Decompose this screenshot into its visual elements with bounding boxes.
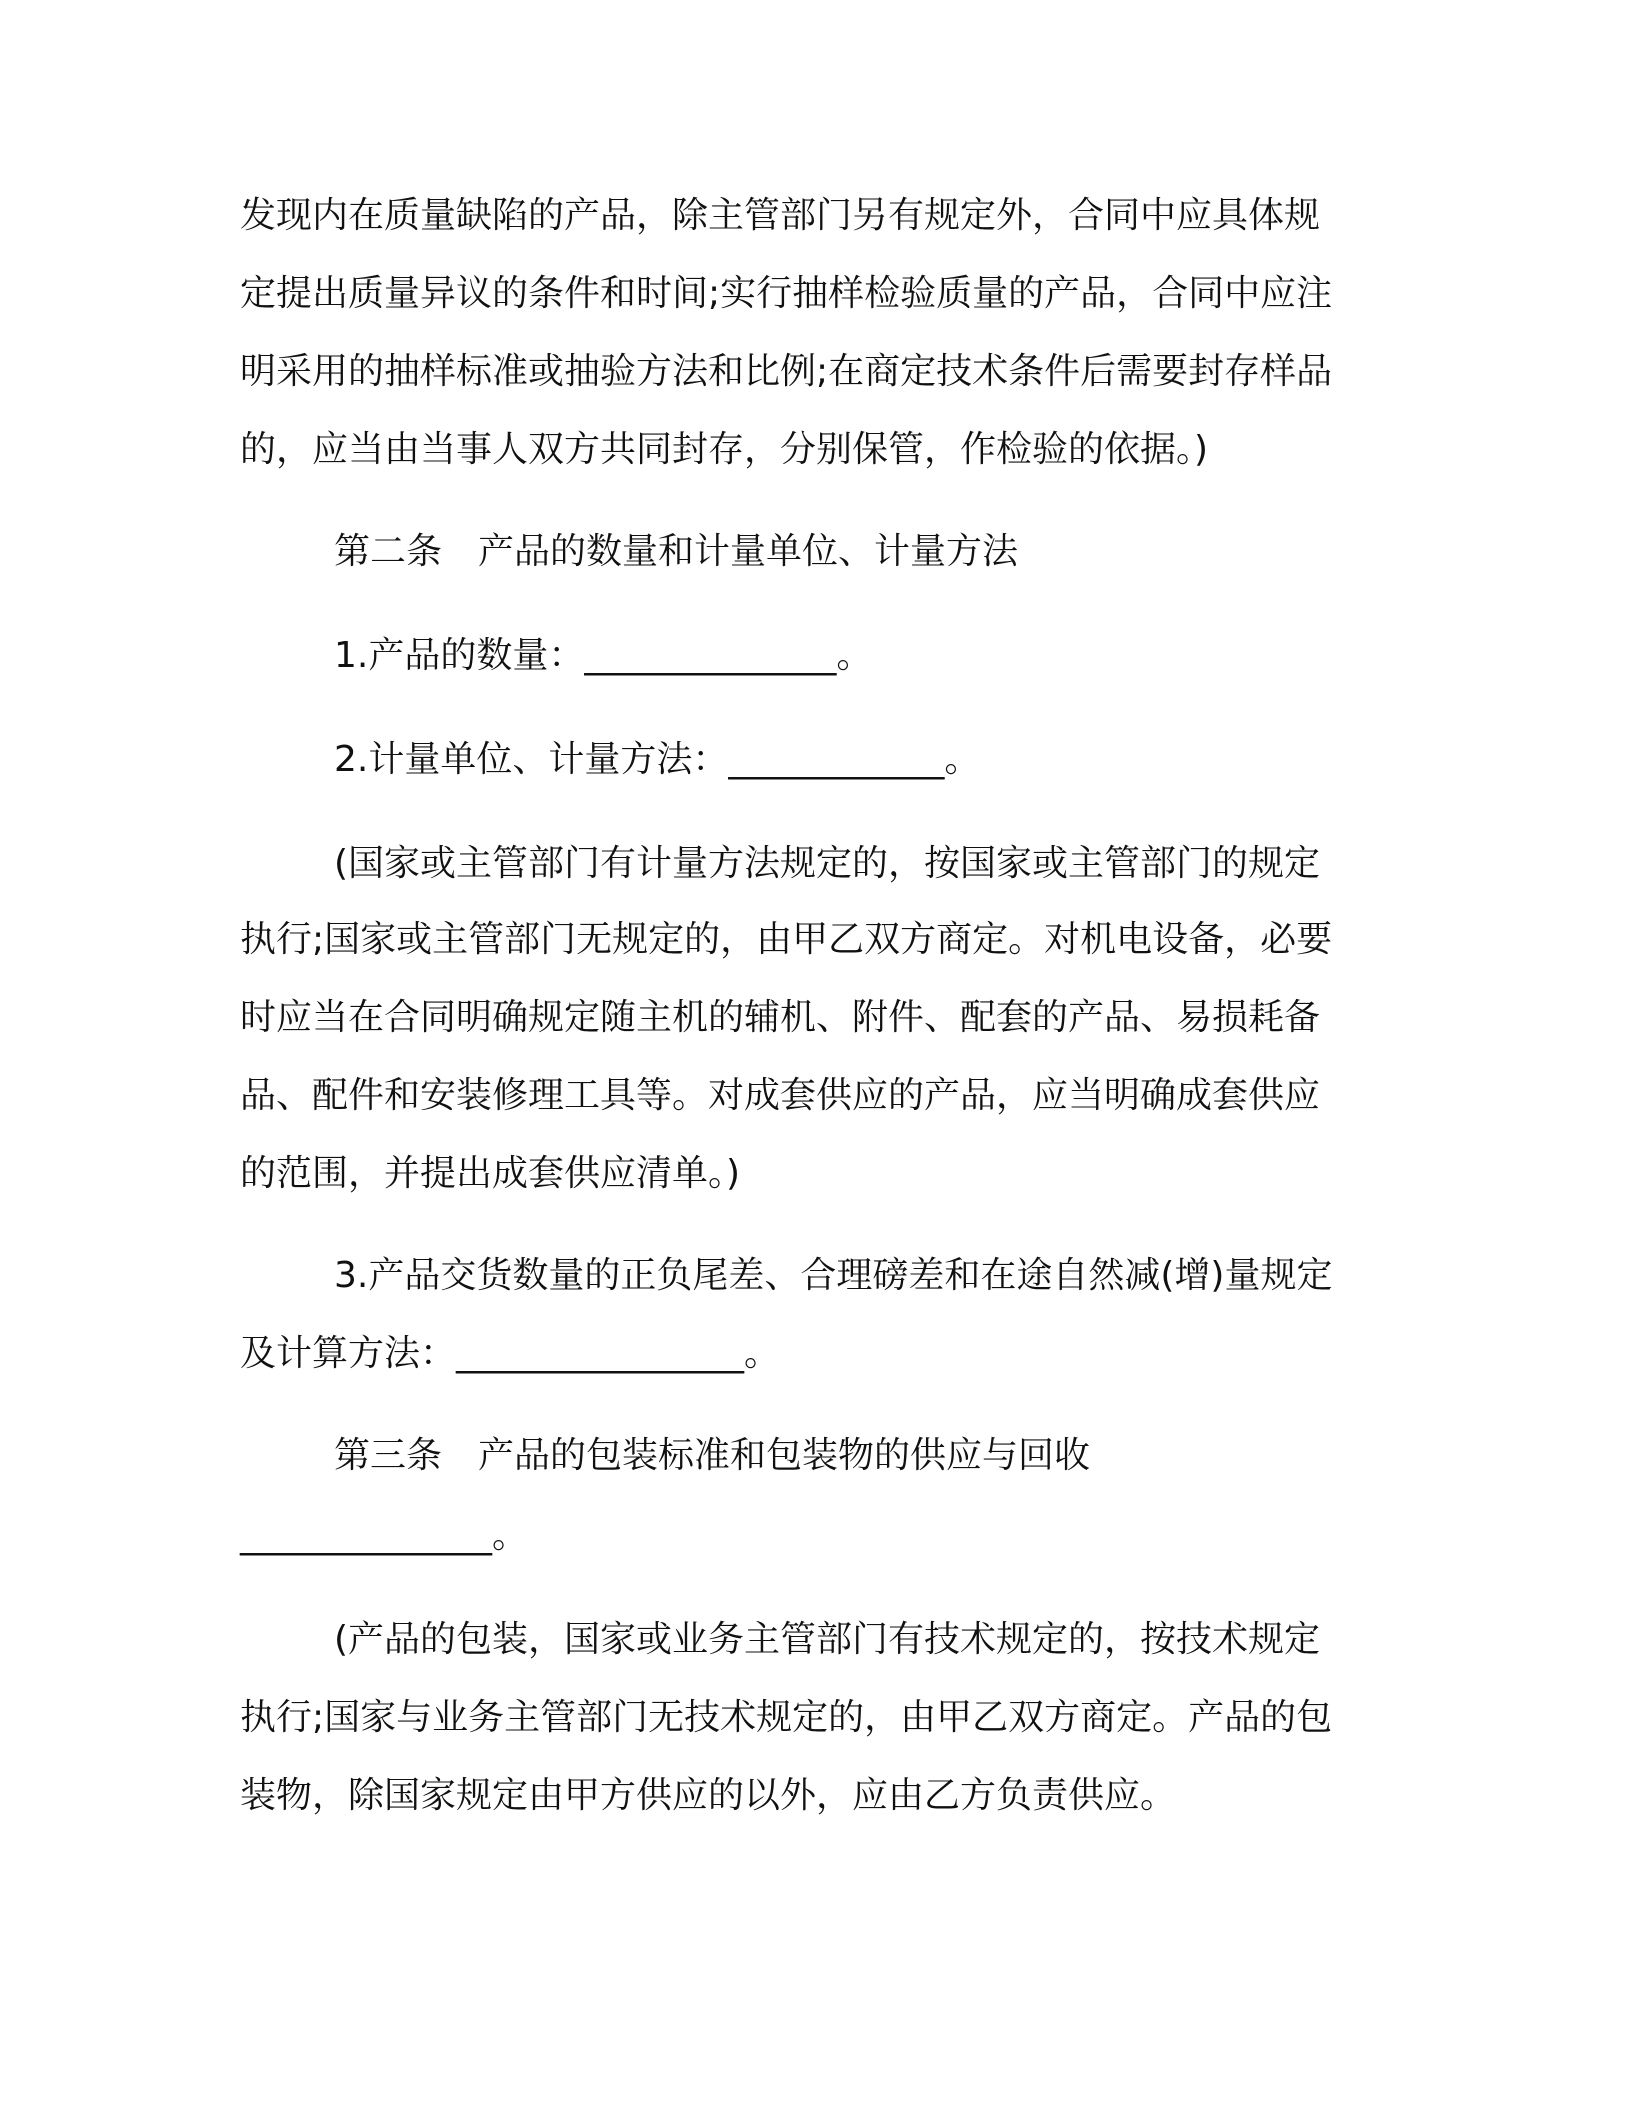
article-heading: 第三条 产品的包装标准和包装物的供应与回收 xyxy=(334,1435,1091,1476)
paragraph-line: 发现内在质量缺陷的产品，除主管部门另有规定外，合同中应具体规 xyxy=(240,195,1321,236)
numbered-item: 2.计量单位、计量方法：____________。 xyxy=(334,739,981,780)
numbered-item: 3.产品交货数量的正负尾差、合理磅差和在途自然减(增)量规定 xyxy=(334,1255,1333,1296)
paragraph-line: 明采用的抽样标准或抽验方法和比例;在商定技术条件后需要封存样品 xyxy=(240,351,1333,392)
paragraph-line: (国家或主管部门有计量方法规定的，按国家或主管部门的规定 xyxy=(334,843,1321,884)
paragraph-line: 时应当在合同明确规定随主机的辅机、附件、配套的产品、易损耗备 xyxy=(240,997,1321,1038)
paragraph-line: 及计算方法：________________。 xyxy=(240,1333,781,1374)
paragraph-line: 的范围，并提出成套供应清单。) xyxy=(240,1153,741,1194)
paragraph-line: 的，应当由当事人双方共同封存，分别保管，作检验的依据。) xyxy=(240,429,1209,470)
paragraph-line: 定提出质量异议的条件和时间;实行抽样检验质量的产品，合同中应注 xyxy=(240,273,1333,314)
paragraph-line: 执行;国家与业务主管部门无技术规定的，由甲乙双方商定。产品的包 xyxy=(240,1697,1333,1738)
paragraph-line: 品、配件和安装修理工具等。对成套供应的产品，应当明确成套供应 xyxy=(240,1075,1321,1116)
article-heading: 第二条 产品的数量和计量单位、计量方法 xyxy=(334,531,1019,572)
paragraph-line: (产品的包装，国家或业务主管部门有技术规定的，按技术规定 xyxy=(334,1619,1321,1660)
paragraph-line: 执行;国家或主管部门无规定的，由甲乙双方商定。对机电设备，必要 xyxy=(240,919,1333,960)
blank-line: ______________。 xyxy=(240,1515,528,1556)
numbered-item: 1.产品的数量：______________。 xyxy=(334,635,873,676)
paragraph-line: 装物，除国家规定由甲方供应的以外，应由乙方负责供应。 xyxy=(240,1775,1177,1816)
